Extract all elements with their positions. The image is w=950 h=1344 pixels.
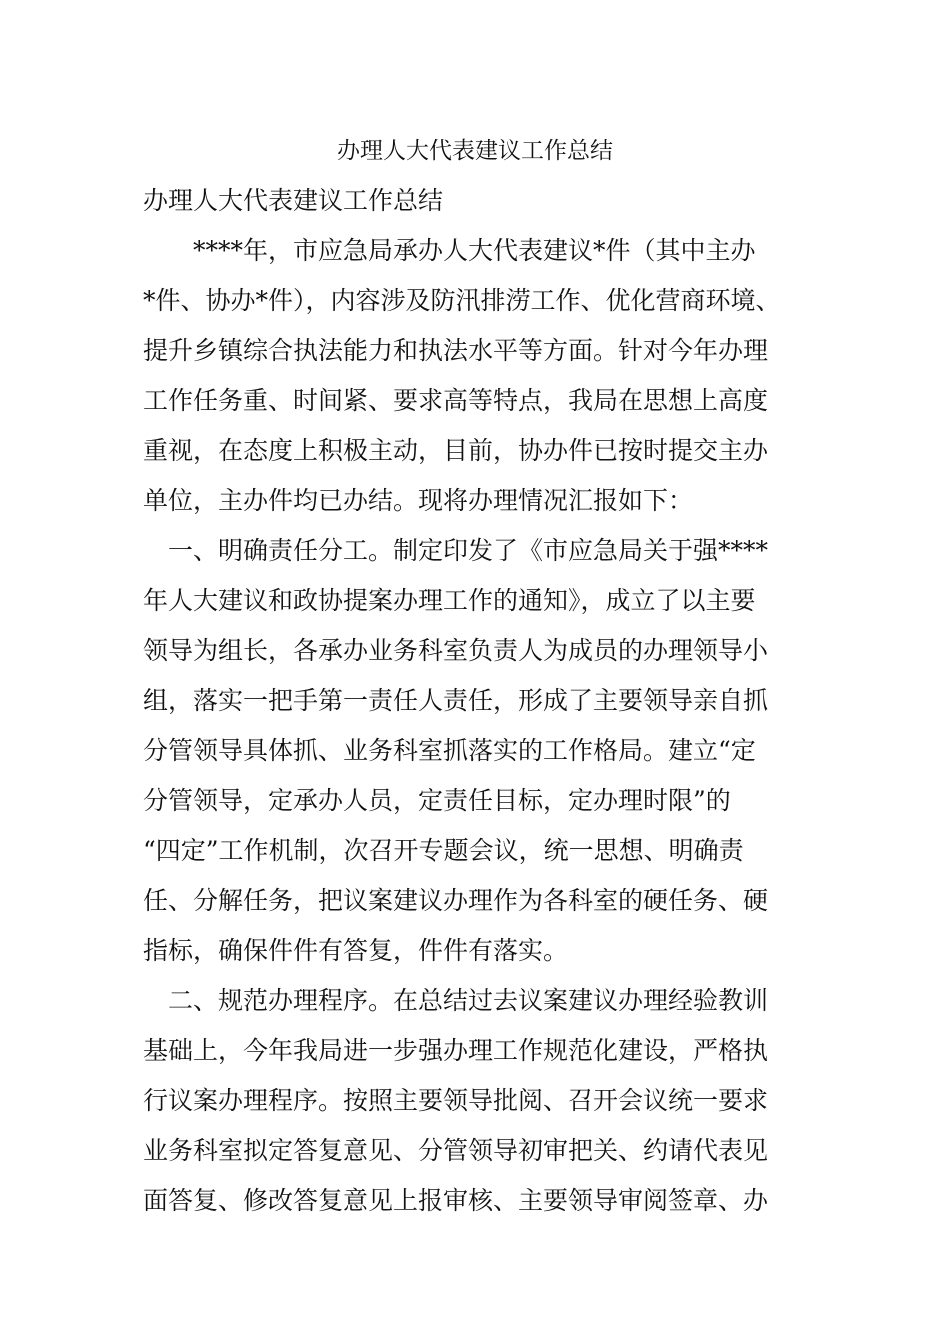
body-line: 分管领导，定承办人员，定责任目标，定办理时限”的 bbox=[143, 786, 731, 815]
body-line: 面答复、修改答复意见上报审核、主要领导审阅签章、办 bbox=[143, 1186, 769, 1215]
body-line: 分管领导具体抓、业务科室抓落实的工作格局。建立“定 bbox=[143, 736, 756, 765]
body-line: 单位，主办件均已办结。现将办理情况汇报如下： bbox=[143, 486, 694, 515]
body-line: 基础上，今年我局进一步强办理工作规范化建设，严格执 bbox=[143, 1036, 769, 1065]
document-subtitle: 办理人大代表建议工作总结 bbox=[143, 186, 444, 215]
body-line: 组，落实一把手第一责任人责任，形成了主要领导亲自抓 bbox=[143, 686, 769, 715]
section-heading-line: 二、规范办理程序。在总结过去议案建议办理经验教训 bbox=[143, 986, 769, 1015]
section-heading-line: 一、明确责任分工。制定印发了《市应急局关于强**** bbox=[143, 536, 769, 565]
body-line: 重视，在态度上积极主动，目前，协办件已按时提交主办 bbox=[143, 436, 769, 465]
document-title: 办理人大代表建议工作总结 bbox=[337, 138, 613, 164]
body-line: *件、协办*件），内容涉及防汛排涝工作、优化营商环境、 bbox=[143, 286, 781, 315]
body-line: 任、分解任务，把议案建议办理作为各科室的硬任务、硬 bbox=[143, 886, 769, 915]
body-line: 年人大建议和政协提案办理工作的通知》，成立了以主要 bbox=[143, 586, 756, 615]
body-line: 指标，确保件件有答复，件件有落实。 bbox=[143, 936, 569, 965]
body-line: 提升乡镇综合执法能力和执法水平等方面。针对今年办理 bbox=[143, 336, 769, 365]
body-line: 工作任务重、时间紧、要求高等特点，我局在思想上高度 bbox=[143, 386, 769, 415]
body-line: ****年，市应急局承办人大代表建议*件（其中主办 bbox=[143, 236, 756, 265]
body-line: 行议案办理程序。按照主要领导批阅、召开会议统一要求 bbox=[143, 1086, 769, 1115]
body-line: 领导为组长，各承办业务科室负责人为成员的办理领导小 bbox=[143, 636, 769, 665]
body-line: 业务科室拟定答复意见、分管领导初审把关、约请代表见 bbox=[143, 1136, 769, 1165]
body-line: “四定”工作机制，次召开专题会议，统一思想、明确责 bbox=[143, 836, 744, 865]
